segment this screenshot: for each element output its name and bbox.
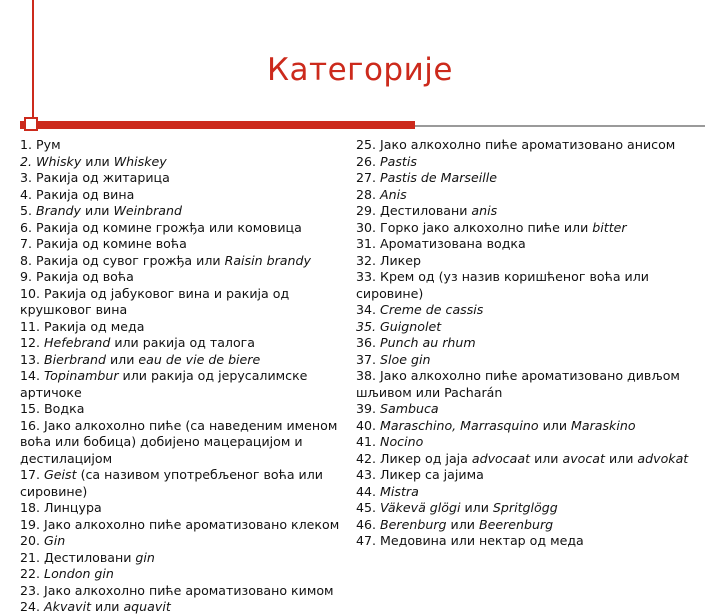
category-item (356, 434, 706, 451)
category-item-text: 23. Јако алкохолно пиће ароматизовано кимом (20, 582, 334, 598)
category-item (356, 170, 706, 187)
category-item-text: 45. (356, 500, 381, 515)
category-item-text: 37. (356, 351, 381, 367)
category-item-text: 19. Јако алкохолно пиће ароматизовано клеком (20, 516, 340, 532)
category-item-text: 12. (20, 335, 45, 350)
category-item (356, 517, 706, 534)
category-item-text: 15. Водка (20, 401, 85, 416)
category-item-text: Akvavit (44, 599, 92, 614)
decorative-square-icon (24, 117, 38, 131)
category-item-text: London gin (44, 566, 114, 581)
category-item-text: 30. Горко јако алкохолно пиће или (356, 219, 593, 235)
category-item (356, 352, 706, 369)
category-item-text: 5. (20, 203, 37, 218)
category-item (356, 319, 706, 336)
category-item-text: Anis (380, 186, 407, 202)
category-item-text: 20. (20, 533, 45, 548)
category-item (20, 335, 356, 352)
category-item (20, 517, 356, 534)
category-item (356, 302, 706, 319)
category-item-text: 16. Јако алкохолно пиће (са наведеним именом воћа или бобица) добијено мацерацијом и дестилацијом (20, 417, 338, 466)
category-item (356, 335, 706, 352)
category-item-text: 42. Ликер од јаја (356, 450, 472, 466)
category-item (356, 368, 706, 401)
category-item-text: Mistra (380, 483, 419, 499)
category-item-text: advocaat (471, 450, 531, 466)
category-item (20, 599, 356, 616)
category-item-text: 28. (356, 186, 381, 202)
category-item-text: bitter (592, 219, 627, 235)
category-item-text: или ракија од талога (110, 335, 256, 350)
category-item (356, 220, 706, 237)
category-item-text: или (91, 599, 124, 614)
category-item-text: Brandy (36, 203, 81, 218)
category-item-text: 24. (20, 599, 45, 614)
category-item (20, 137, 356, 154)
category-item-text: или (81, 203, 114, 218)
category-item-text: Beerenburg (478, 516, 554, 532)
category-item (356, 418, 706, 435)
category-item (20, 187, 356, 204)
category-item (20, 286, 356, 319)
category-item-text: gin (135, 549, 155, 565)
category-item-text: Whiskey (113, 153, 167, 169)
category-item-text: 1. Рум (20, 137, 61, 152)
category-item-text: Hefebrand (44, 335, 111, 350)
category-item (20, 550, 356, 567)
category-item (20, 154, 356, 171)
category-item-text: Weinbrand (113, 203, 182, 218)
category-item (20, 566, 356, 583)
category-item-text: aquavit (123, 599, 171, 614)
category-item-text: Topinambur (44, 368, 119, 383)
category-item-text: 9. Ракија од воћа (20, 269, 134, 284)
category-item-text: 14. (20, 368, 45, 383)
category-item (356, 401, 706, 418)
category-item-text: 35. Guignolet (356, 318, 442, 334)
category-item-text: avocat (562, 450, 605, 466)
category-item-text: 29. Дестиловани (356, 203, 472, 218)
category-item-text: 38. Јако алкохолно пиће ароматизовано дивљом шљивом или Pacharán (356, 368, 680, 400)
category-item-text: advokat (637, 450, 689, 466)
category-item (356, 137, 706, 154)
category-item-text: (са називом употребљеног воћа или сировине) (20, 467, 323, 499)
category-item (20, 220, 356, 237)
category-item-text: 21. Дестиловани (20, 549, 136, 565)
category-item-text: 34. (356, 302, 381, 317)
category-item-text: Maraskino (571, 417, 636, 433)
category-item (356, 269, 706, 302)
category-item-text: Sloe gin (380, 351, 431, 367)
category-item-text: или (81, 153, 114, 169)
category-item (356, 236, 706, 253)
category-item (20, 467, 356, 500)
category-item-text: 2. (20, 153, 37, 169)
category-item-text: или (604, 450, 638, 466)
category-item-text: или (460, 500, 493, 515)
category-item-text: или (538, 417, 572, 433)
category-item (20, 352, 356, 369)
category-list-right (356, 137, 706, 550)
category-item (356, 187, 706, 204)
category-item-text: 4. Ракија од вина (20, 186, 135, 202)
category-list-left (20, 137, 356, 616)
category-item-text: 6. Ракија од комине грожђа или комовица (20, 219, 302, 235)
category-item (20, 500, 356, 517)
category-item-text: 41. (356, 434, 381, 449)
category-item-text: 44. (356, 483, 381, 499)
category-item-text: 7. Ракија од комине воћа (20, 236, 187, 251)
category-item (356, 484, 706, 501)
category-item-text: 13. (20, 351, 45, 367)
category-item-text: 46. (356, 516, 381, 532)
category-item-text: Pastis (380, 153, 417, 169)
category-item (356, 533, 706, 550)
category-item-text: 17. (20, 467, 45, 482)
category-item-text: anis (471, 203, 498, 218)
category-item-text: Spritglögg (492, 500, 558, 515)
category-item-text: или (105, 351, 139, 367)
category-item (356, 500, 706, 517)
category-item (356, 154, 706, 171)
category-item (20, 418, 356, 468)
category-item (356, 451, 706, 468)
category-item (356, 467, 706, 484)
category-item-text: Berenburg (380, 516, 447, 532)
category-item-text: 26. (356, 153, 381, 169)
category-item-text: 11. Ракија од меда (20, 318, 145, 334)
category-item-text: Geist (44, 467, 77, 482)
category-item-text: 33. Крем од (уз назив коришћеног воћа или сировине) (356, 269, 649, 301)
category-item (20, 401, 356, 418)
category-item-text: или (530, 450, 563, 466)
category-item-text: eau de vie de biere (138, 351, 261, 367)
category-item (356, 253, 706, 270)
category-item-text: или (446, 516, 479, 532)
category-item-text: 22. (20, 566, 45, 581)
category-item-text: Gin (44, 533, 66, 548)
category-item-text: 10. Ракија од јабуковог вина и ракија од крушковог вина (20, 285, 290, 317)
category-item (20, 170, 356, 187)
category-item (20, 583, 356, 600)
category-item (356, 203, 706, 220)
category-item-text: 31. Ароматизована водка (356, 236, 526, 251)
category-item-text: Raisin brandy (224, 252, 311, 268)
category-item (20, 319, 356, 336)
category-item-text: Sambuca (380, 401, 439, 416)
category-item-text: Maraschino, Marrasquino (380, 417, 539, 433)
category-item-text: 18. Линцура (20, 500, 102, 515)
category-item-text: Pastis de Marseille (380, 170, 497, 185)
category-item (20, 203, 356, 220)
category-item-text: Punch au rhum (380, 335, 476, 350)
category-item-text: 47. Медовина или нектар од меда (356, 533, 584, 548)
decorative-red-rule (20, 121, 415, 129)
category-item (20, 533, 356, 550)
slide-title: Категорије (267, 52, 453, 88)
category-item-text: 8. Ракија од сувог грожђа или (20, 252, 225, 268)
category-item-text: 3. Ракија од житарица (20, 170, 170, 185)
category-item (20, 269, 356, 286)
category-item (20, 236, 356, 253)
category-item-text: 36. (356, 335, 381, 350)
category-item (20, 368, 356, 401)
category-item-text: Väkevä glögi (380, 500, 461, 515)
category-item-text: 25. Јако алкохолно пиће ароматизовано анисом (356, 137, 676, 152)
category-item-text: Nocino (380, 434, 424, 449)
category-item-text: Bierbrand (44, 351, 106, 367)
category-item-text: или ракија од јерусалимске артичоке (20, 368, 308, 400)
category-item-text: 43. Ликер са јајима (356, 467, 484, 482)
decorative-gray-rule (415, 125, 705, 127)
category-item-text: 40. (356, 417, 381, 433)
category-item-text: 32. Ликер (356, 252, 422, 268)
category-item-text: Whisky (36, 153, 82, 169)
category-item-text: Creme de cassis (380, 302, 484, 317)
category-item-text: 27. (356, 170, 381, 185)
category-item (20, 253, 356, 270)
category-item-text: 39. (356, 401, 381, 416)
